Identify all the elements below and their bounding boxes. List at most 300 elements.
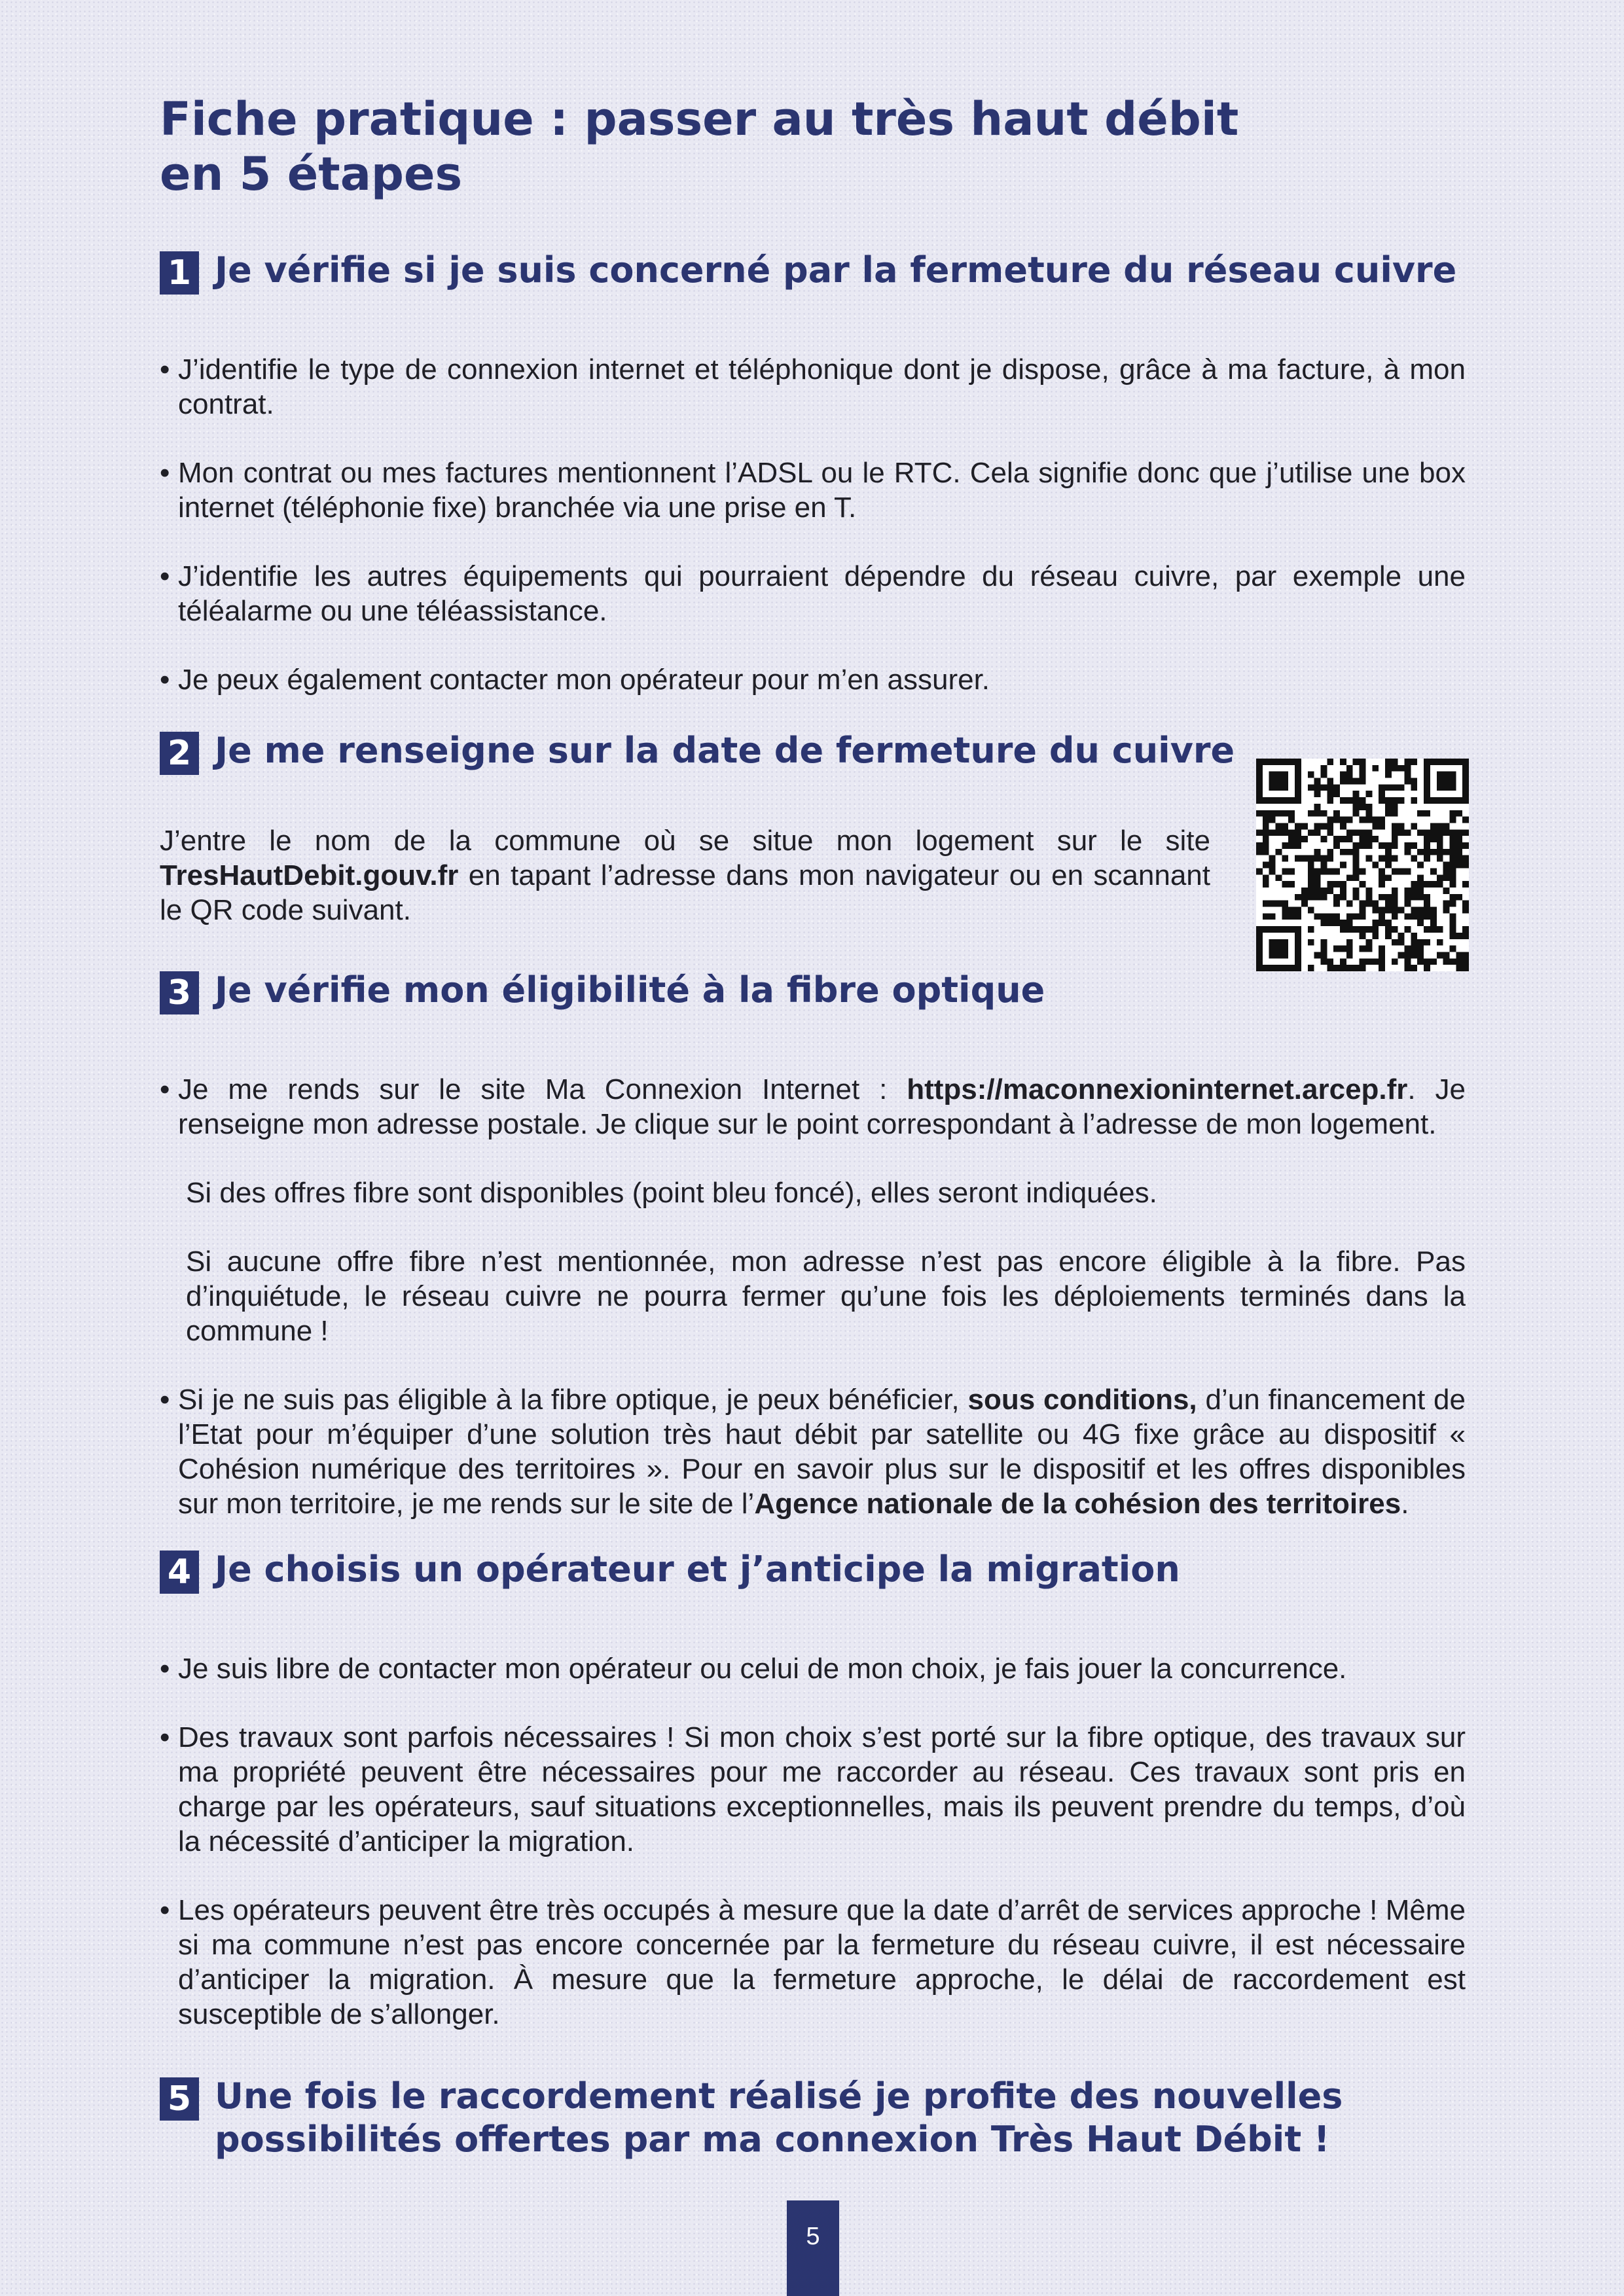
qr-module (1449, 817, 1456, 823)
qr-module (1327, 759, 1333, 765)
qr-module (1424, 759, 1430, 765)
qr-module (1456, 958, 1462, 965)
qr-module (1405, 849, 1411, 855)
qr-module (1308, 907, 1314, 914)
qr-module (1346, 874, 1353, 881)
qr-module (1256, 765, 1263, 772)
qr-module (1295, 913, 1301, 920)
section-3-header (160, 969, 1466, 1014)
qr-module (1392, 926, 1398, 933)
qr-module (1288, 810, 1295, 817)
qr-module (1333, 913, 1340, 920)
qr-module (1263, 829, 1269, 836)
qr-module (1340, 823, 1346, 829)
qr-module (1276, 759, 1282, 765)
qr-module (1314, 894, 1321, 901)
qr-module (1456, 836, 1462, 842)
qr-module (1405, 765, 1411, 772)
section-3 (160, 969, 1466, 1521)
qr-module (1405, 926, 1411, 933)
qr-module (1437, 823, 1443, 829)
section-3-title: Je vérifie mon éligibilité à la fibre optique (215, 969, 1045, 1011)
list-item: • Je peux également contacter mon opérateur pour m’en assurer. (160, 662, 1466, 697)
section-4 (160, 1548, 1466, 2032)
qr-module (1282, 784, 1288, 791)
qr-module (1430, 926, 1437, 933)
qr-module (1365, 791, 1372, 797)
qr-module (1392, 829, 1398, 836)
qr-module (1430, 823, 1437, 829)
qr-module (1288, 881, 1295, 888)
qr-module (1282, 901, 1288, 907)
emphasis-text: sous conditions, (967, 1384, 1197, 1416)
qr-module (1456, 797, 1462, 804)
qr-module (1437, 849, 1443, 855)
qr-module (1256, 810, 1263, 817)
qr-module (1301, 894, 1308, 901)
section-5-title-line1: Une fois le raccordement réalisé je profite des nouvelles (215, 2075, 1343, 2117)
qr-module (1269, 926, 1276, 933)
qr-module (1443, 862, 1450, 869)
qr-module (1449, 926, 1456, 933)
qr-module (1443, 772, 1450, 778)
qr-module (1372, 765, 1379, 772)
qr-module (1353, 810, 1360, 817)
qr-module (1462, 958, 1469, 965)
qr-module (1443, 849, 1450, 855)
qr-module (1449, 946, 1456, 952)
qr-module (1282, 913, 1288, 920)
qr-module (1398, 797, 1405, 804)
section-5-title-line2: possibilités offertes par ma connexion Très Haut Débit ! (215, 2119, 1330, 2160)
qr-module (1424, 958, 1430, 965)
qr-module (1449, 836, 1456, 842)
qr-module (1282, 868, 1288, 874)
qr-module (1379, 817, 1385, 823)
qr-module (1392, 804, 1398, 810)
qr-module (1424, 836, 1430, 842)
section-1 (160, 249, 1466, 697)
qr-module (1276, 772, 1282, 778)
qr-module (1392, 855, 1398, 862)
qr-module (1405, 958, 1411, 965)
qr-module (1360, 804, 1366, 810)
qr-module (1320, 913, 1327, 920)
qr-module (1372, 958, 1379, 965)
qr-module (1385, 926, 1392, 933)
qr-module (1405, 829, 1411, 836)
qr-module (1256, 772, 1263, 778)
qr-module (1462, 817, 1469, 823)
qr-module (1360, 778, 1366, 785)
qr-module (1308, 829, 1314, 836)
qr-module (1314, 874, 1321, 881)
qr-module (1449, 933, 1456, 939)
qr-module (1288, 913, 1295, 920)
qr-module (1353, 849, 1360, 855)
qr-module (1456, 842, 1462, 849)
qr-module (1417, 907, 1424, 914)
qr-module (1360, 797, 1366, 804)
qr-module (1462, 881, 1469, 888)
qr-module (1282, 797, 1288, 804)
qr-module (1424, 849, 1430, 855)
section-3-list (160, 1072, 1466, 1521)
qr-module (1411, 946, 1417, 952)
qr-module (1301, 888, 1308, 894)
qr-module (1462, 933, 1469, 939)
qr-module (1269, 778, 1276, 785)
qr-module (1456, 933, 1462, 939)
qr-module (1282, 952, 1288, 958)
qr-module (1340, 920, 1346, 926)
qr-module (1327, 913, 1333, 920)
qr-module (1385, 933, 1392, 939)
qr-module (1437, 778, 1443, 785)
qr-module (1346, 939, 1353, 946)
qr-module (1424, 901, 1430, 907)
qr-module (1353, 778, 1360, 785)
qr-module (1288, 842, 1295, 849)
qr-module (1417, 849, 1424, 855)
qr-module (1392, 797, 1398, 804)
step-number-1: 1 (160, 251, 199, 295)
qr-module (1353, 862, 1360, 869)
qr-module (1276, 874, 1282, 881)
step-number-5: 5 (160, 2077, 199, 2121)
list-item: • J’identifie le type de connexion internet et téléphonique dont je dispose, grâce à ma facture, à mon contrat. (160, 352, 1466, 422)
list-item (160, 1382, 1466, 1521)
qr-module (1424, 772, 1430, 778)
list-item-text: . (1401, 1488, 1409, 1520)
qr-module (1411, 778, 1417, 785)
qr-module (1398, 765, 1405, 772)
qr-module (1430, 836, 1437, 842)
qr-module (1263, 874, 1269, 881)
qr-module (1443, 778, 1450, 785)
qr-module (1372, 926, 1379, 933)
qr-module (1372, 901, 1379, 907)
qr-module (1320, 920, 1327, 926)
qr-code-graphic (1256, 759, 1469, 971)
qr-module (1411, 888, 1417, 894)
qr-module (1340, 881, 1346, 888)
qr-module (1360, 868, 1366, 874)
qr-module (1411, 855, 1417, 862)
list-item: • Des travaux sont parfois nécessaires ! Si mon choix s’est porté sur la fibre optique, des travaux sur ma propriété peuvent être nécessaires pour me raccorder au réseau. Ces travaux sont pris en charge par les opérateurs, sauf situations exceptionnelles, mais ils peuvent prendre du temps, d’où la nécessité d’anticiper la migration. (160, 1720, 1466, 1859)
section-4-title: Je choisis un opérateur et j’anticipe la migration (215, 1549, 1180, 1590)
qr-module (1417, 888, 1424, 894)
qr-code-icon (1256, 759, 1469, 971)
qr-module (1449, 810, 1456, 817)
qr-module (1462, 907, 1469, 914)
qr-module (1320, 946, 1327, 952)
qr-module (1276, 952, 1282, 958)
qr-module (1392, 784, 1398, 791)
qr-module (1320, 939, 1327, 946)
qr-module (1263, 926, 1269, 933)
list-item-text: Si je ne suis pas éligible à la fibre optique, je peux bénéficier, (178, 1384, 968, 1416)
qr-module (1372, 933, 1379, 939)
qr-module (1269, 855, 1276, 862)
qr-module (1456, 810, 1462, 817)
qr-module (1385, 855, 1392, 862)
qr-module (1269, 901, 1276, 907)
qr-module (1411, 881, 1417, 888)
qr-module (1276, 823, 1282, 829)
qr-module (1405, 888, 1411, 894)
list-item-text: . Je renseigne mon adresse postale. Je clique sur le point correspondant à l’adresse de mon logement. (178, 1073, 1466, 1140)
qr-module (1456, 855, 1462, 862)
section-1-list (160, 352, 1466, 697)
qr-module (1256, 791, 1263, 797)
qr-module (1282, 907, 1288, 914)
qr-module (1295, 778, 1301, 785)
qr-module (1385, 810, 1392, 817)
qr-module (1398, 907, 1405, 914)
qr-module (1443, 907, 1450, 914)
qr-module (1365, 901, 1372, 907)
qr-module (1295, 926, 1301, 933)
qr-module (1333, 817, 1340, 823)
qr-module (1449, 772, 1456, 778)
qr-module (1295, 772, 1301, 778)
qr-module (1288, 829, 1295, 836)
qr-module (1405, 901, 1411, 907)
qr-module (1263, 810, 1269, 817)
qr-module (1263, 836, 1269, 842)
section-2-title: Je me renseigne sur la date de fermeture du cuivre (215, 730, 1235, 771)
qr-module (1295, 946, 1301, 952)
qr-module (1282, 939, 1288, 946)
qr-module (1327, 920, 1333, 926)
qr-module (1385, 894, 1392, 901)
qr-module (1437, 939, 1443, 946)
qr-module (1295, 784, 1301, 791)
qr-module (1449, 829, 1456, 836)
qr-module (1372, 817, 1379, 823)
qr-module (1314, 784, 1321, 791)
qr-module (1295, 765, 1301, 772)
qr-module (1449, 913, 1456, 920)
qr-module (1392, 939, 1398, 946)
agency-link[interactable]: Agence nationale de la cohésion des territoires (754, 1488, 1401, 1520)
qr-module (1443, 901, 1450, 907)
qr-module (1360, 829, 1366, 836)
qr-module (1320, 868, 1327, 874)
qr-module (1456, 862, 1462, 869)
qr-module (1424, 765, 1430, 772)
qr-module (1320, 784, 1327, 791)
qr-module (1346, 797, 1353, 804)
qr-module (1256, 958, 1263, 965)
qr-module (1385, 907, 1392, 914)
qr-module (1276, 939, 1282, 946)
qr-module (1295, 829, 1301, 836)
qr-module (1353, 759, 1360, 765)
qr-module (1398, 784, 1405, 791)
qr-module (1385, 772, 1392, 778)
qr-module (1346, 946, 1353, 952)
qr-module (1417, 913, 1424, 920)
section-4-list (160, 1651, 1466, 2032)
qr-module (1340, 778, 1346, 785)
qr-module (1411, 823, 1417, 829)
qr-module (1340, 759, 1346, 765)
qr-module (1263, 849, 1269, 855)
qr-module (1379, 874, 1385, 881)
qr-module (1392, 823, 1398, 829)
sub-paragraph: Si aucune offre fibre n’est mentionnée, mon adresse n’est pas encore éligible à la fibre. Pas d’inquiétude, le réseau cuivre ne pourra fermer qu’une fois les déploiements terminés dans la commune ! (186, 1246, 1466, 1347)
qr-module (1437, 842, 1443, 849)
qr-module (1462, 842, 1469, 849)
qr-module (1379, 952, 1385, 958)
qr-module (1353, 926, 1360, 933)
qr-module (1269, 797, 1276, 804)
qr-module (1424, 784, 1430, 791)
qr-module (1360, 772, 1366, 778)
qr-module (1430, 958, 1437, 965)
qr-module (1308, 926, 1314, 933)
qr-module (1417, 881, 1424, 888)
qr-module (1314, 804, 1321, 810)
qr-module (1269, 946, 1276, 952)
qr-module (1346, 829, 1353, 836)
qr-module (1462, 862, 1469, 869)
qr-module (1346, 926, 1353, 933)
qr-module (1443, 829, 1450, 836)
section-5 (160, 2075, 1466, 2161)
qr-module (1263, 913, 1269, 920)
qr-module (1269, 868, 1276, 874)
qr-module (1340, 888, 1346, 894)
sub-paragraph: Si des offres fibre sont disponibles (point bleu foncé), elles seront indiquées. (186, 1177, 1157, 1209)
qr-module (1437, 855, 1443, 862)
qr-module (1365, 855, 1372, 862)
qr-module (1340, 862, 1346, 869)
qr-module (1385, 797, 1392, 804)
qr-module (1320, 862, 1327, 869)
qr-module (1320, 772, 1327, 778)
qr-module (1449, 958, 1456, 965)
qr-module (1379, 797, 1385, 804)
qr-module (1256, 842, 1263, 849)
url-link[interactable]: https://maconnexioninternet.arcep.fr (907, 1073, 1408, 1105)
qr-module (1365, 888, 1372, 894)
qr-module (1340, 946, 1346, 952)
qr-module (1269, 759, 1276, 765)
qr-module (1430, 907, 1437, 914)
qr-module (1346, 952, 1353, 958)
qr-module (1392, 842, 1398, 849)
qr-module (1424, 778, 1430, 785)
qr-module (1314, 778, 1321, 785)
qr-module (1314, 868, 1321, 874)
qr-module (1430, 797, 1437, 804)
qr-module (1333, 920, 1340, 926)
qr-module (1269, 829, 1276, 836)
qr-module (1417, 952, 1424, 958)
section-2-text (160, 823, 1210, 927)
qr-module (1392, 901, 1398, 907)
qr-module (1256, 933, 1263, 939)
qr-module (1392, 958, 1398, 965)
qr-module (1411, 797, 1417, 804)
qr-module (1282, 772, 1288, 778)
qr-module (1449, 849, 1456, 855)
qr-module (1346, 901, 1353, 907)
step-number-2: 2 (160, 732, 199, 775)
qr-module (1295, 855, 1301, 862)
qr-module (1449, 784, 1456, 791)
qr-module (1320, 810, 1327, 817)
qr-module (1405, 842, 1411, 849)
qr-module (1365, 842, 1372, 849)
qr-module (1353, 913, 1360, 920)
qr-module (1308, 881, 1314, 888)
qr-module (1360, 901, 1366, 907)
qr-module (1437, 784, 1443, 791)
qr-module (1424, 797, 1430, 804)
qr-module (1288, 836, 1295, 842)
qr-module (1411, 842, 1417, 849)
qr-module (1263, 823, 1269, 829)
qr-module (1417, 958, 1424, 965)
qr-module (1392, 765, 1398, 772)
qr-module (1295, 836, 1301, 842)
qr-module (1360, 817, 1366, 823)
qr-module (1327, 855, 1333, 862)
qr-module (1327, 958, 1333, 965)
qr-module (1360, 946, 1366, 952)
qr-module (1333, 836, 1340, 842)
qr-module (1462, 772, 1469, 778)
qr-module (1282, 759, 1288, 765)
qr-module (1443, 874, 1450, 881)
qr-module (1411, 759, 1417, 765)
qr-module (1365, 804, 1372, 810)
qr-module (1365, 829, 1372, 836)
qr-module (1462, 759, 1469, 765)
qr-module (1295, 823, 1301, 829)
site-link[interactable]: TresHautDebit.gouv.fr (160, 859, 459, 891)
qr-module (1333, 810, 1340, 817)
page-title-line2: en 5 étapes (160, 147, 463, 201)
qr-module (1346, 817, 1353, 823)
qr-module (1320, 823, 1327, 829)
qr-module (1417, 946, 1424, 952)
qr-module (1385, 849, 1392, 855)
qr-module (1346, 913, 1353, 920)
qr-module (1417, 862, 1424, 869)
section-4-header (160, 1548, 1466, 1594)
qr-module (1449, 874, 1456, 881)
qr-module (1269, 939, 1276, 946)
qr-module (1443, 759, 1450, 765)
qr-module (1398, 952, 1405, 958)
qr-module (1392, 759, 1398, 765)
qr-module (1443, 868, 1450, 874)
list-item: • Je suis libre de contacter mon opérateur ou celui de mon choix, je fais jouer la concurrence. (160, 1651, 1466, 1686)
qr-module (1308, 810, 1314, 817)
qr-module (1411, 784, 1417, 791)
page-number: 5 (787, 2200, 839, 2296)
qr-module (1282, 823, 1288, 829)
list-item: • Les opérateurs peuvent être très occupés à mesure que la date d’arrêt de services approche ! Même si ma commune n’est pas encore concernée par la fermeture du réseau cuivre, il est nécessaire d’anticiper la migration. À mesure que la fermeture approche, le délai de raccordement est susceptible de s’allonger. (160, 1893, 1466, 2032)
qr-module (1372, 907, 1379, 914)
qr-module (1269, 772, 1276, 778)
qr-module (1308, 868, 1314, 874)
